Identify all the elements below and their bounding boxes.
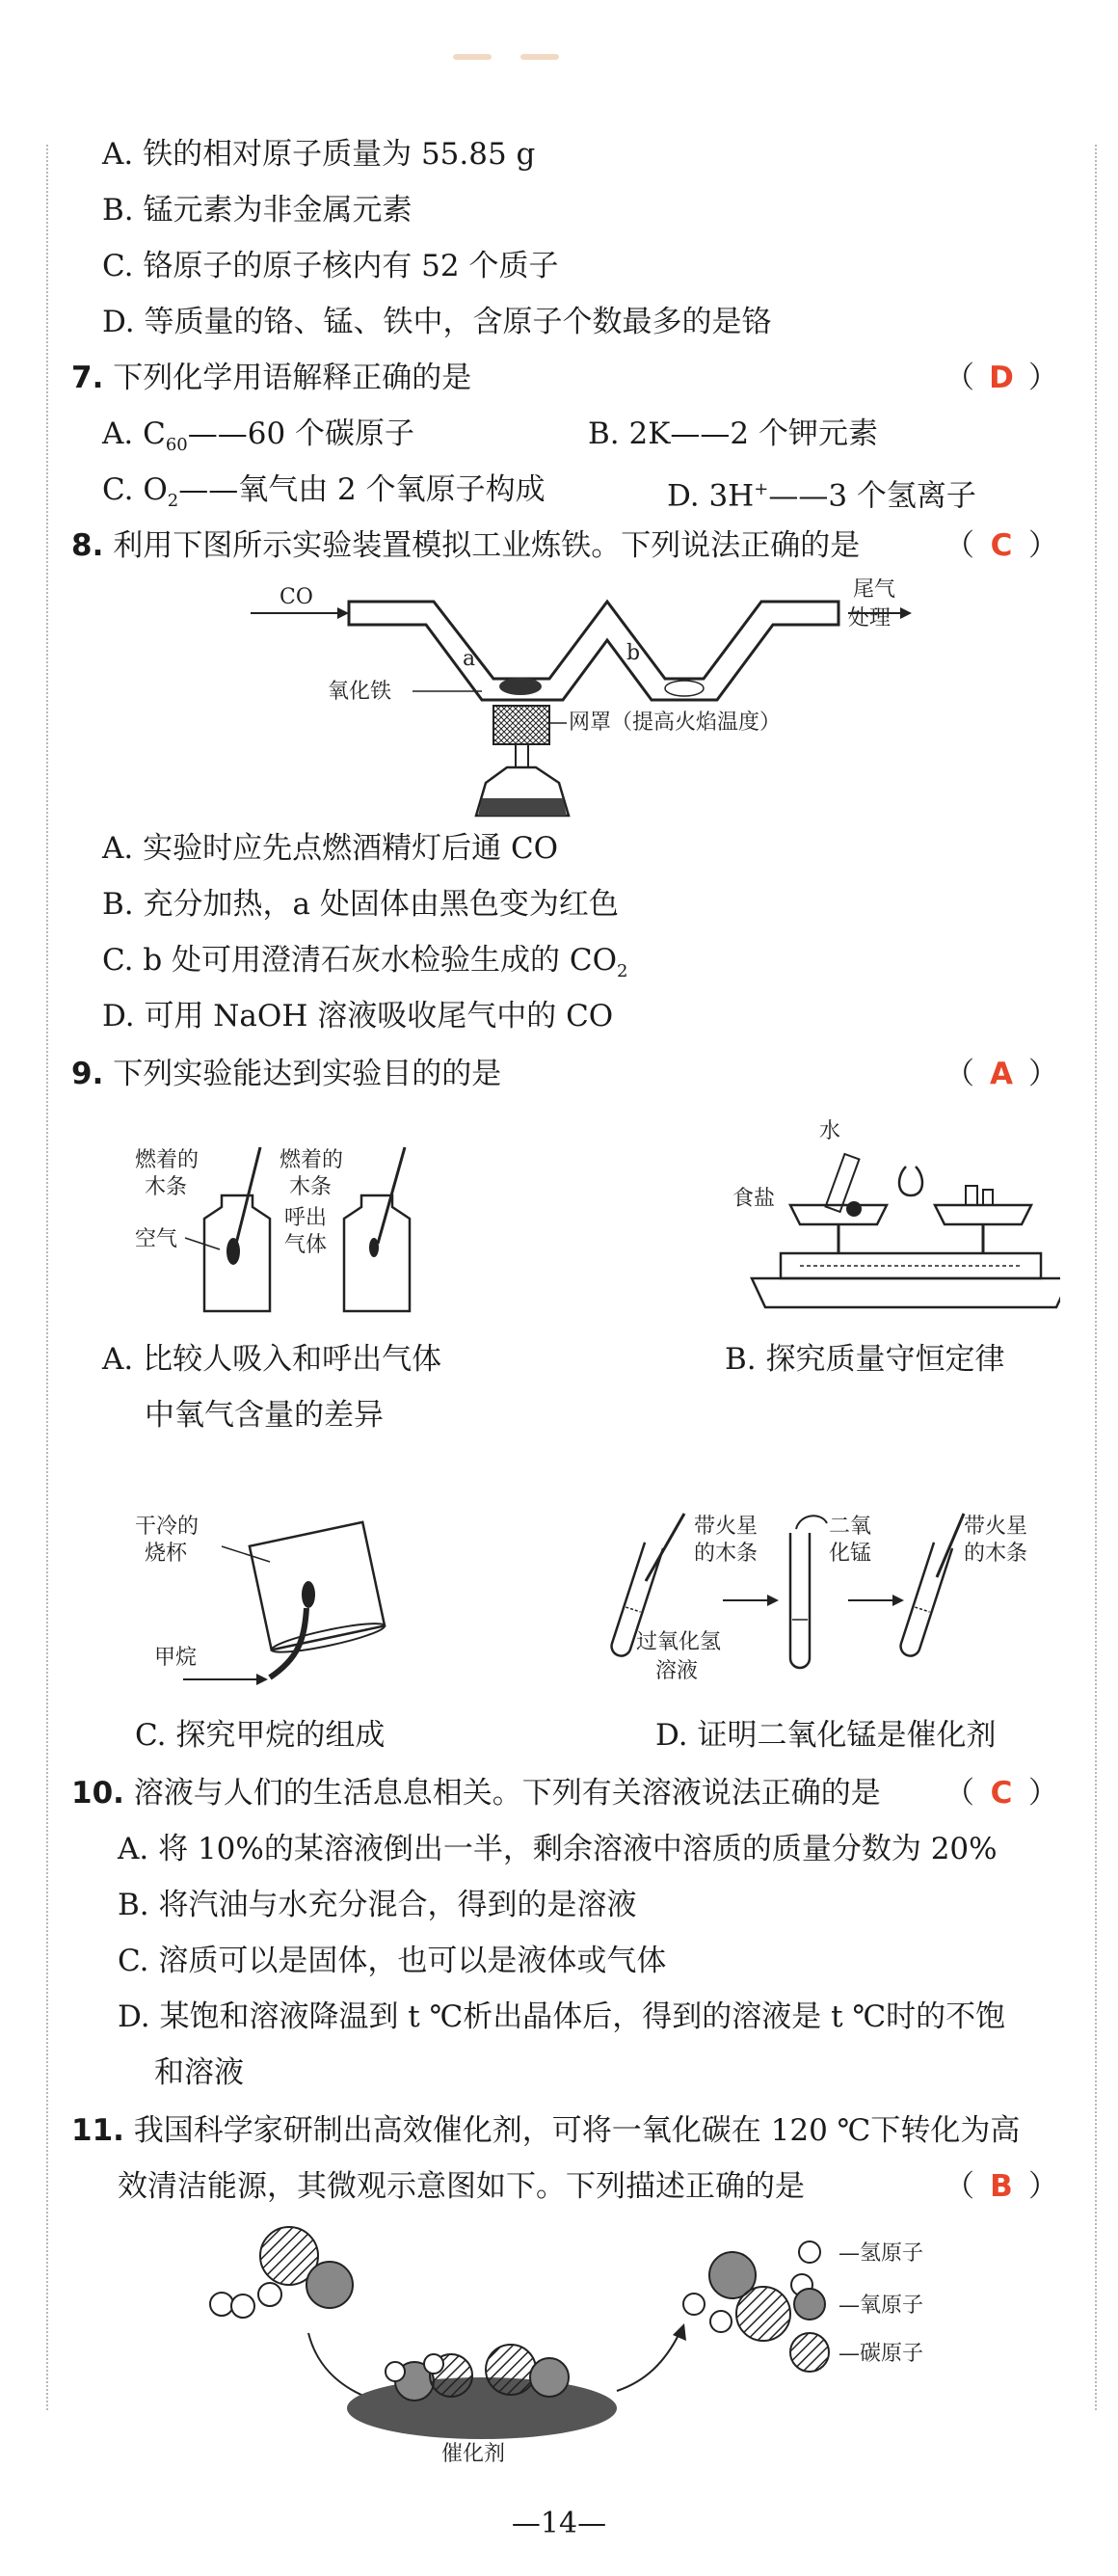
reaction-arrow-in	[308, 2333, 376, 2401]
salt-pile	[846, 1201, 862, 1217]
legend-oxygen-icon	[794, 2289, 825, 2320]
flame-1	[226, 1238, 240, 1265]
adsorbed-h-1	[424, 2354, 443, 2374]
exhaust-arrow-head	[900, 607, 912, 619]
catalyst-label: 催化剂	[441, 2442, 506, 2466]
q7-answer-letter: D	[989, 361, 1014, 395]
q10-text: 溶液与人们的生活息息相关。下列有关溶液说法正确的是	[133, 1776, 881, 1811]
legend-hydrogen-label: —氢原子	[838, 2241, 924, 2266]
co-label: CO	[280, 585, 313, 609]
q9-figure-b	[713, 1109, 1060, 1321]
q10-option-d-2: 和溶液	[154, 2055, 244, 2090]
q11-micro-diagram	[193, 2217, 1060, 2468]
q7-d-prefix: D. 3H	[667, 478, 755, 514]
q8-answer-letter: C	[990, 528, 1013, 563]
air-pointer	[185, 1238, 220, 1249]
iron-oxide-label: 氧化铁	[328, 680, 392, 704]
page-number: —14—	[511, 2507, 607, 2540]
q9-figure-a	[125, 1138, 472, 1321]
q11-number: 11.	[71, 2113, 124, 2148]
reactant-h-1	[210, 2293, 233, 2316]
q7-answer: （ D ）	[945, 361, 1058, 395]
reaction-arrow-out	[617, 2333, 679, 2391]
q7-stem	[71, 359, 471, 397]
legend-oxygen-label: —氧原子	[838, 2294, 924, 2318]
position-b-label: b	[626, 641, 641, 665]
figd-mno2-label-2: 化锰	[829, 1542, 872, 1566]
q7-a-rest: ——60 个碳原子	[187, 416, 415, 451]
top-decoration	[520, 54, 559, 60]
q8-c-sub: 2	[617, 961, 628, 982]
glowing-splint-2	[937, 1514, 964, 1577]
figa-stick1-label-2: 木条	[145, 1175, 188, 1199]
figd-splint2-label-2: 的木条	[964, 1542, 1028, 1566]
figd-h2o2-label-1: 过氧化氢	[636, 1630, 722, 1654]
q7-text: 下列化学用语解释正确的是	[113, 361, 472, 395]
gas-tube	[270, 1608, 306, 1677]
legend-carbon-label: —碳原子	[838, 2342, 924, 2366]
q8-option-a: A. 实验时应先点燃酒精灯后通 CO	[102, 831, 559, 866]
q9-stem	[71, 1055, 501, 1093]
q8-text: 利用下图所示实验装置模拟工业炼铁。下列说法正确的是	[113, 528, 861, 563]
q7-c-sub: 2	[167, 491, 179, 512]
step-arrow-1-head	[767, 1595, 779, 1606]
figd-mno2-label-1: 二氧	[829, 1515, 872, 1539]
methane-arrow-head	[256, 1674, 268, 1685]
mno2-spatula	[796, 1516, 827, 1529]
q8-option-b: B. 充分加热，a 处固体由黑色变为红色	[102, 887, 619, 922]
figd-h2o2-label-2: 溶液	[655, 1659, 699, 1683]
q11-answer-letter: B	[990, 2169, 1013, 2204]
right-pan	[935, 1205, 1031, 1224]
beaker-pointer	[222, 1546, 270, 1562]
q9-answer-letter: A	[990, 1057, 1013, 1091]
figa-stick1-label-1: 燃着的	[135, 1148, 200, 1172]
q7-option-c	[102, 470, 546, 521]
q8-option-c	[102, 941, 627, 991]
q7-a-sub: 60	[165, 435, 188, 456]
catalyst-surface	[347, 2377, 617, 2439]
q6-option-b: B. 锰元素为非金属元素	[102, 193, 413, 228]
figa-exhaled-label-2: 气体	[284, 1233, 328, 1257]
q10-option-b: B. 将汽油与水充分混合，得到的是溶液	[118, 1888, 637, 1922]
figd-splint2-label-1: 带火星	[964, 1515, 1028, 1539]
adsorbed-h-2	[386, 2362, 405, 2381]
methane-flame	[302, 1581, 315, 1608]
q9-caption-c: C. 探究甲烷的组成	[135, 1718, 386, 1753]
left-pan	[790, 1205, 887, 1224]
q8-answer: （ C ）	[945, 528, 1058, 563]
figb-water-label: 水	[819, 1119, 841, 1143]
product-h-2	[710, 2311, 732, 2332]
q8-stem	[71, 526, 860, 565]
exhaust-label-2: 处理	[848, 606, 892, 631]
figc-beaker-label-2: 烧杯	[145, 1542, 188, 1566]
q8-c-text: C. b 处可用澄清石灰水检验生成的 CO	[102, 943, 618, 978]
balance-base	[752, 1278, 1060, 1307]
q10-option-c: C. 溶质可以是固体，也可以是液体或气体	[118, 1944, 667, 1978]
reactant-h-2	[231, 2294, 254, 2318]
figa-stick2-label-1: 燃着的	[280, 1148, 344, 1172]
q7-number: 7.	[71, 361, 104, 395]
q8-option-d: D. 可用 NaOH 溶液吸收尾气中的 CO	[102, 999, 614, 1033]
q7-d-sup: +	[754, 479, 769, 499]
q8-number: 8.	[71, 528, 104, 563]
q7-c-rest: ——氧气由 2 个氧原子构成	[178, 472, 546, 507]
figa-stick2-label-2: 木条	[289, 1175, 333, 1199]
q9-caption-d: D. 证明二氧化锰是催化剂	[655, 1718, 997, 1753]
q11-stem-1	[71, 2111, 1020, 2150]
q10-stem	[71, 1774, 881, 1812]
q7-option-b: B. 2K——2 个钾元素	[588, 416, 878, 451]
inverted-beaker	[250, 1522, 386, 1657]
balance-pointer-top	[899, 1167, 922, 1195]
adsorbed-carbon-2	[486, 2345, 536, 2395]
q9-caption-b: B. 探究质量守恒定律	[725, 1342, 1005, 1377]
q7-d-rest: ——3 个氢离子	[768, 478, 976, 514]
reaction-arrow-out-head	[673, 2323, 686, 2341]
q10-answer: （ C ）	[945, 1776, 1058, 1811]
product-h-1	[683, 2294, 705, 2315]
top-decoration	[453, 54, 492, 60]
q10-option-d-1: D. 某饱和溶液降温到 t ℃析出晶体后，得到的溶液是 t ℃时的不饱	[118, 1999, 1006, 2034]
step-arrow-2-head	[892, 1595, 904, 1606]
reactant-co-oxygen	[306, 2262, 353, 2308]
legend-hydrogen-icon	[799, 2241, 820, 2263]
figd-splint1-label-1: 带火星	[694, 1515, 759, 1539]
q9-figure-c	[125, 1504, 434, 1697]
weight-1	[966, 1186, 977, 1205]
co-arrow-head	[337, 607, 349, 619]
q7-option-a	[102, 415, 414, 465]
q10-answer-letter: C	[990, 1776, 1013, 1811]
w-shaped-tube	[349, 602, 838, 700]
figd-splint1-label-2: 的木条	[694, 1542, 759, 1566]
product-carbon	[736, 2287, 790, 2341]
position-b-liquid	[665, 681, 704, 696]
weight-2	[983, 1190, 993, 1205]
q9-caption-a-2: 中氧气含量的差异	[145, 1398, 384, 1433]
q10-option-a: A. 将 10%的某溶液倒出一半，剩余溶液中溶质的质量分数为 20%	[118, 1832, 998, 1866]
adsorbed-oxygen-2	[530, 2358, 569, 2397]
wire-mesh-cover	[493, 706, 549, 744]
q7-option-d	[667, 470, 976, 515]
q8-apparatus-figure	[241, 578, 916, 829]
q11-answer: （ B ）	[945, 2169, 1058, 2204]
q9-answer: （ A ）	[945, 1057, 1058, 1091]
legend-carbon-icon	[790, 2333, 829, 2372]
q9-number: 9.	[71, 1057, 104, 1091]
q11-text-1: 我国科学家研制出高效催化剂，可将一氧化碳在 120 ℃下转化为高	[133, 2113, 1021, 2148]
q9-caption-a-1: A. 比较人吸入和呼出气体	[102, 1342, 442, 1377]
test-tube-2	[790, 1533, 810, 1668]
q9-figure-d	[598, 1504, 1060, 1697]
mesh-label: 网罩（提高火焰温度）	[569, 711, 782, 735]
position-a-label: a	[463, 647, 476, 671]
figb-salt-label: 食盐	[732, 1187, 776, 1211]
figc-beaker-label-1: 干冷的	[135, 1515, 200, 1539]
figc-methane-label: 甲烷	[154, 1646, 198, 1670]
figa-exhaled-label-1: 呼出	[284, 1206, 328, 1230]
q7-c-prefix: C. O	[102, 472, 168, 507]
lamp-fuel	[478, 798, 567, 816]
figa-air-label: 空气	[135, 1227, 178, 1251]
q6-option-c: C. 铬原子的原子核内有 52 个质子	[102, 249, 559, 283]
right-margin-line	[1095, 145, 1097, 2410]
q11-stem-2: 效清洁能源，其微观示意图如下。下列描述正确的是	[118, 2169, 805, 2204]
q6-option-d: D. 等质量的铬、锰、铁中，含原子个数最多的是铬	[102, 305, 772, 339]
flame-2	[369, 1238, 379, 1257]
reactant-h-3	[258, 2283, 281, 2306]
glowing-splint-1	[646, 1514, 684, 1581]
iron-oxide-powder	[499, 678, 542, 695]
q10-number: 10.	[71, 1776, 124, 1811]
q7-a-prefix: A. C	[102, 416, 166, 451]
exhaust-label-1: 尾气	[853, 578, 896, 602]
left-margin-line	[46, 145, 48, 2410]
q9-text: 下列实验能达到实验目的的是	[113, 1057, 502, 1091]
lamp-wick	[516, 744, 528, 767]
q6-option-a: A. 铁的相对原子质量为 55.85 g	[102, 137, 536, 172]
